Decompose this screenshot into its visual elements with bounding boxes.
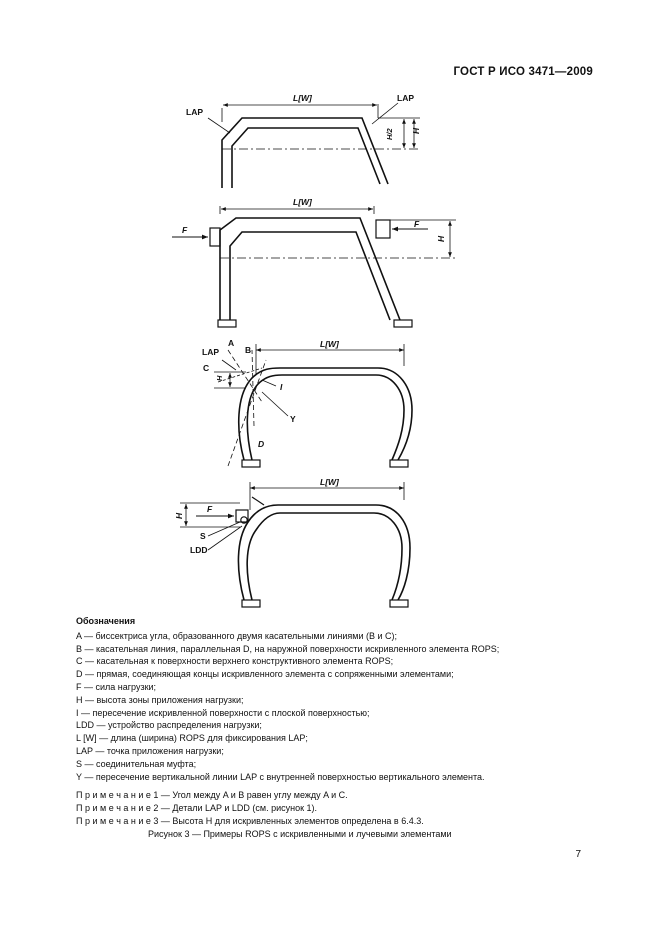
note-3: П р и м е ч а н и е 3 — Высота H для искривленных элементов определена в 6.4.3. xyxy=(76,816,424,827)
page-number: 7 xyxy=(575,849,581,860)
legend xyxy=(76,615,616,783)
legend-item: L [W] — длина (ширина) ROPS для фиксирования LAP; xyxy=(76,733,308,744)
lap-label: LAP xyxy=(186,107,203,117)
height-label: H xyxy=(215,375,224,381)
half-height-label: H/2 xyxy=(385,128,394,140)
legend-item: A — биссектриса угла, образованного двумя касательными линиями (B и C); xyxy=(76,630,398,641)
legend-item: I — пересечение искривленной поверхности с плоской поверхностью; xyxy=(76,707,370,718)
legend-item: LDD — устройство распределения нагрузки; xyxy=(76,720,262,731)
length-width-label: L[W] xyxy=(293,197,312,207)
height-label: H xyxy=(411,127,421,134)
figure-caption: Рисунок 3 — Примеры ROPS с искривленными и лучевыми элементами xyxy=(148,829,452,839)
standard-code: ГОСТ Р ИСО 3471—2009 xyxy=(453,66,593,78)
note-1: П р и м е ч а н и е 1 — Угол между A и B равен углу между A и C. xyxy=(76,790,348,800)
length-width-label: L[W] xyxy=(320,477,339,487)
ldd-label: LDD xyxy=(190,545,208,555)
legend-item: LAP — точка приложения нагрузки; xyxy=(76,745,224,756)
diagram-1-angled-frame xyxy=(208,103,420,188)
bisector-a-label: A xyxy=(228,338,235,348)
legend-item: S — соединительная муфта; xyxy=(76,758,197,769)
legend-item: B — касательная линия, параллельная D, на наружной поверхности искривленного элемента ROPS; xyxy=(76,643,500,654)
length-width-label: L[W] xyxy=(293,93,312,103)
tangent-b-label: B xyxy=(245,345,252,355)
force-label: F xyxy=(207,504,213,514)
line-d-label: D xyxy=(258,439,265,449)
force-label: F xyxy=(182,225,188,235)
note-2: П р и м е ч а н и е 2 — Детали LAP и LDD (см. рисунок 1). xyxy=(76,803,318,814)
tangent-c-label: C xyxy=(203,363,210,373)
lap-label: LAP xyxy=(202,347,219,357)
diagram-4-curved-frame-with-ldd xyxy=(180,482,410,607)
diagram-3-curved-frame xyxy=(214,344,412,467)
legend-item: C — касательная к поверхности верхнего конструктивного элемента ROPS; xyxy=(76,656,394,667)
coupling-s-label: S xyxy=(200,531,206,541)
intersection-i-label: I xyxy=(280,382,283,392)
length-width-label: L[W] xyxy=(320,339,339,349)
legend-title: Обозначения xyxy=(76,616,136,626)
height-label: H xyxy=(174,512,184,519)
legend-item: F — сила нагрузки; xyxy=(76,681,157,692)
legend-item: H — высота зоны приложения нагрузки; xyxy=(76,694,244,705)
intersection-y-label: Y xyxy=(290,414,296,424)
legend-item: Y — пересечение вертикальной линии LAP с внутренней поверхностью вертикального элемента. xyxy=(76,771,485,782)
height-label: H xyxy=(436,235,446,242)
lap-label: LAP xyxy=(397,93,414,103)
force-label: F xyxy=(414,219,420,229)
legend-item: D — прямая, соединяющая концы искривленного элемента с сопряженными элементами; xyxy=(76,669,454,680)
notes xyxy=(76,789,616,829)
